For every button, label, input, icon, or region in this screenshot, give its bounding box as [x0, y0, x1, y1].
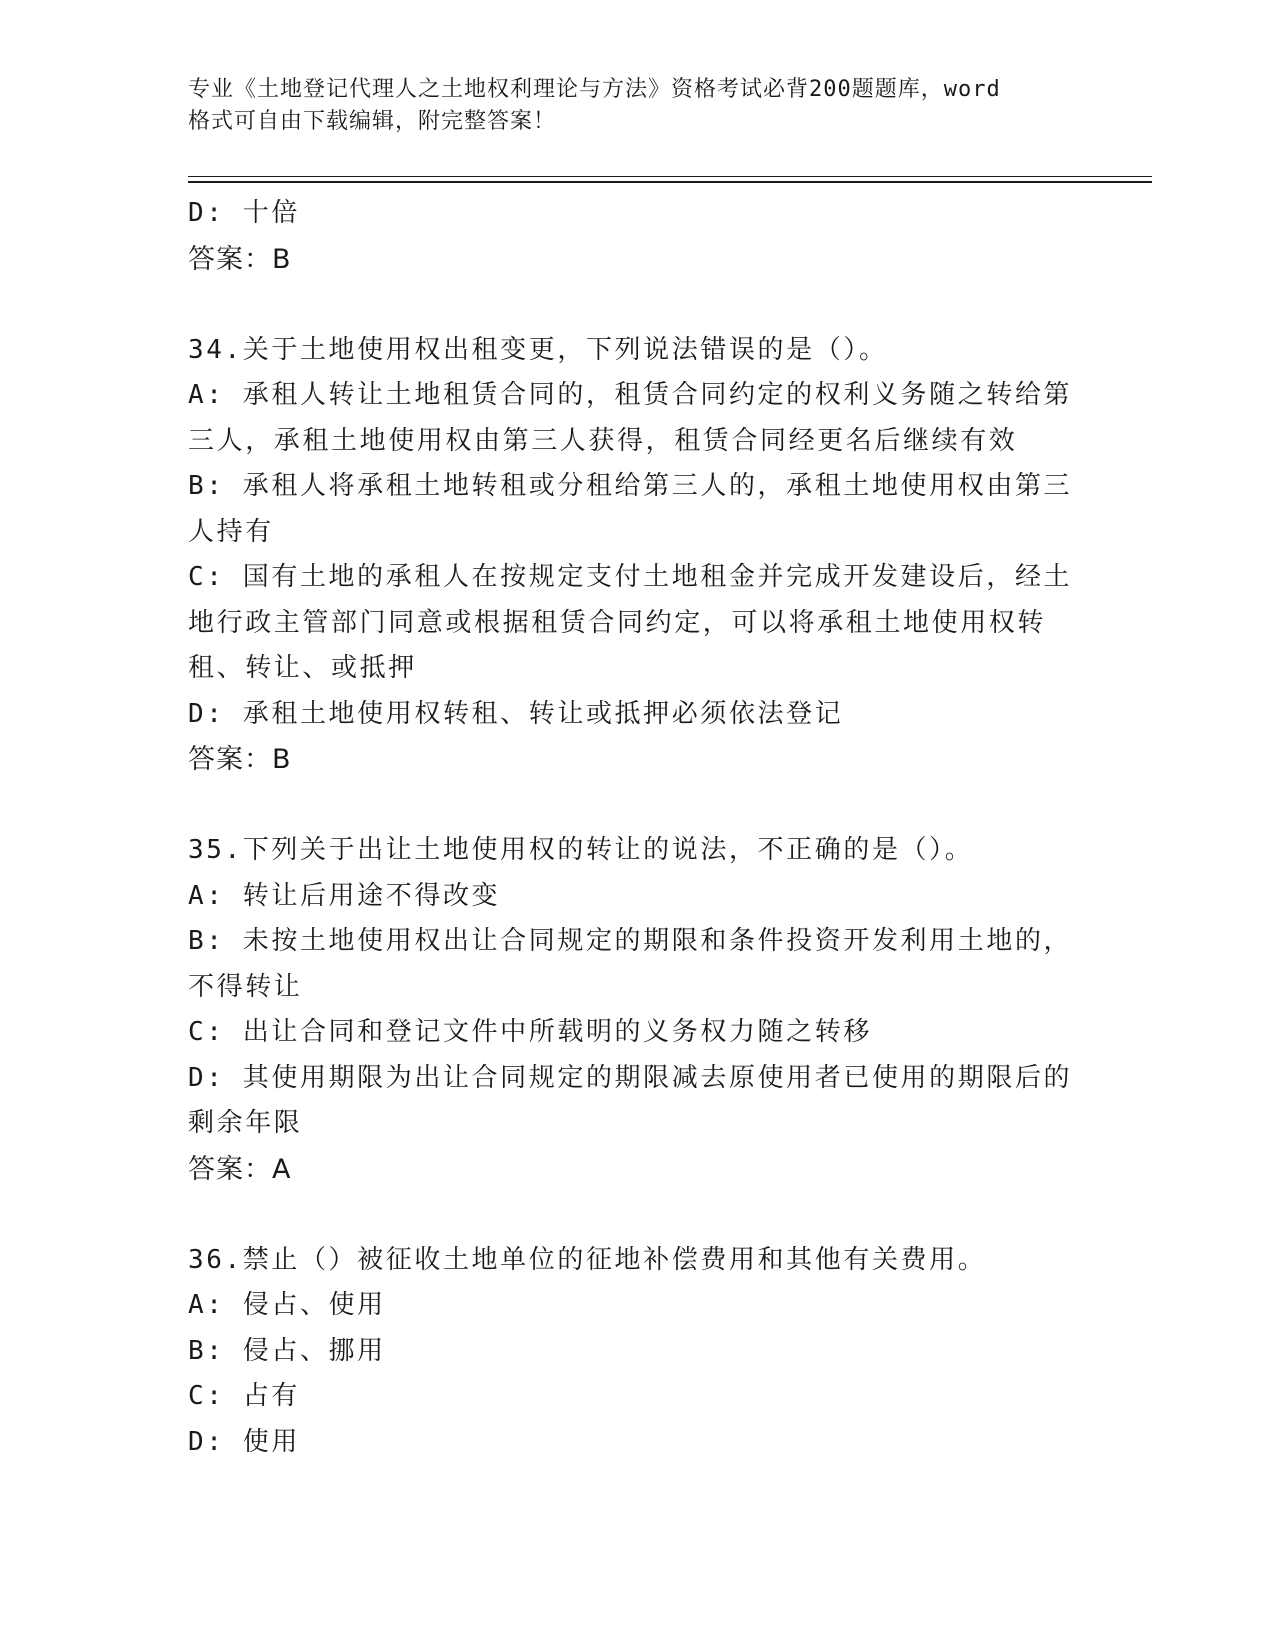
spacer: [188, 1192, 1088, 1238]
option-b: B: 侵占、挪用: [188, 1335, 386, 1366]
question-36: [188, 1238, 1088, 1466]
question-stem: 35.下列关于出让土地使用权的转让的说法，不正确的是（）。: [188, 835, 974, 865]
option-d: D: 其使用期限为出让合同规定的期限减去原使用者已使用的期限后的: [188, 1062, 1073, 1093]
option-c: C: 占有: [188, 1381, 300, 1411]
option-b: B: 未按土地使用权出让合同规定的期限和条件投资开发利用土地的，: [188, 926, 1073, 956]
question-stem: 36.禁止（）被征收土地单位的征地补偿费用和其他有关费用。: [188, 1244, 987, 1275]
answer-line: 答案：A: [188, 1153, 292, 1185]
spacer: [188, 783, 1088, 829]
option-a: A: 转让后用途不得改变: [188, 880, 501, 911]
option-b-continued: 人持有: [188, 516, 274, 547]
option-a: A: 侵占、使用: [188, 1290, 386, 1320]
option-c: C: 国有土地的承租人在按规定支付土地租金并完成开发建设后，经土: [188, 562, 1073, 592]
header-line-2: 格式可自由下载编辑，附完整答案！: [188, 109, 557, 134]
option-c-continued-2: 租、转让、或抵押: [188, 653, 417, 683]
spacer: [188, 282, 1088, 328]
option-d: D: 承租土地使用权转租、转让或抵押必须依法登记: [188, 698, 844, 729]
option-b: B: 承租人将承租土地转租或分租给第三人的，承租土地使用权由第三: [188, 471, 1073, 501]
answer-line: 答案：B: [188, 243, 292, 275]
answer-line: 答案：B: [188, 744, 292, 775]
option-d-continued: 剩余年限: [188, 1108, 303, 1138]
header-line-1: 专业《土地登记代理人之土地权利理论与方法》资格考试必背200题题库，word: [188, 77, 1001, 102]
option-b-continued: 不得转让: [188, 971, 303, 1002]
question-list: [188, 191, 1088, 1465]
option-c-continued: 地行政主管部门同意或根据租赁合同约定，可以将承租土地使用权转: [188, 607, 1047, 638]
option-a: A: 承租人转让土地租赁合同的，租赁合同约定的权利义务随之转给第: [188, 380, 1073, 410]
option-d: D: 使用: [188, 1426, 300, 1457]
previous-question-tail: [188, 191, 1088, 282]
header-divider-thick: [188, 181, 1152, 183]
option-a-continued: 三人，承租土地使用权由第三人获得，租赁合同经更名后继续有效: [188, 425, 1018, 456]
option-c: C: 出让合同和登记文件中所载明的义务权力随之转移: [188, 1017, 872, 1047]
question-34: [188, 328, 1088, 783]
document-header: [188, 74, 1068, 138]
question-stem: 34.关于土地使用权出租变更，下列说法错误的是（）。: [188, 334, 888, 365]
header-divider-thin: [188, 176, 1152, 177]
question-35: [188, 828, 1088, 1192]
option-d: D: 十倍: [188, 198, 300, 228]
